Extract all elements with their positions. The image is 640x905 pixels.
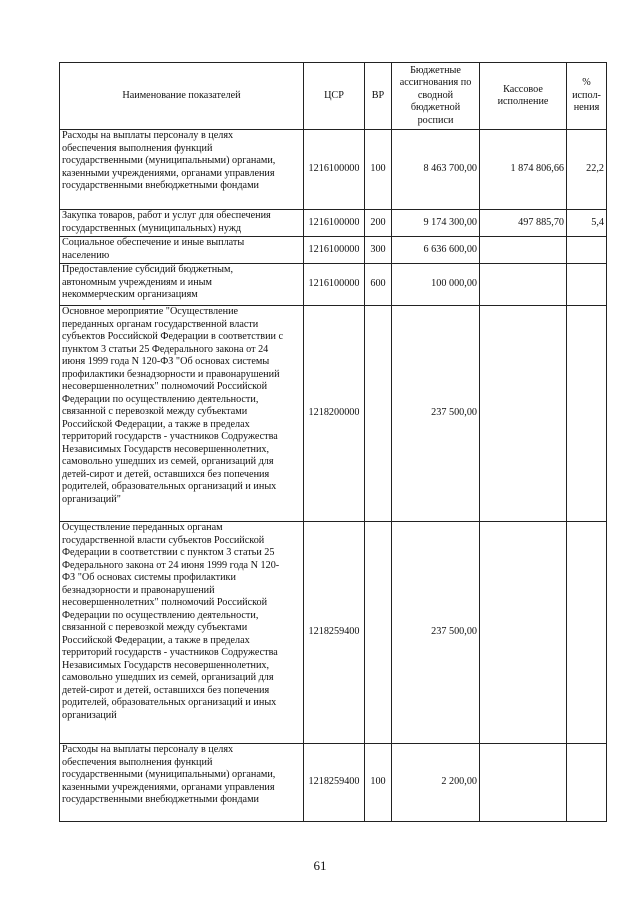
row-percent: 22,2 <box>567 130 607 210</box>
row-cash <box>480 264 567 306</box>
table-row <box>60 306 607 522</box>
row-vr <box>365 522 392 744</box>
header-cash: Кассовое исполнение <box>480 63 567 130</box>
header-budget: Бюджетные ассигнования по сводной бюджетной росписи <box>392 63 480 130</box>
row-cash <box>480 237 567 264</box>
row-budget: 237 500,00 <box>392 306 480 522</box>
table-row <box>60 237 607 264</box>
row-cash <box>480 744 567 822</box>
row-budget: 237 500,00 <box>392 522 480 744</box>
row-csr: 1216100000 <box>304 210 365 237</box>
row-vr: 100 <box>365 130 392 210</box>
header-name: Наименование показателей <box>60 63 304 130</box>
table-row <box>60 130 607 210</box>
row-cash <box>480 522 567 744</box>
row-name: Расходы на выплаты персоналу в целях обеспечения выполнения функций государственными (муниципальными) органами, казенными учреждениями, органами управления государственными внебюджетными фондами <box>60 744 304 822</box>
row-budget: 100 000,00 <box>392 264 480 306</box>
row-budget: 9 174 300,00 <box>392 210 480 237</box>
table-row <box>60 264 607 306</box>
row-cash: 497 885,70 <box>480 210 567 237</box>
row-vr: 200 <box>365 210 392 237</box>
row-vr: 300 <box>365 237 392 264</box>
row-cash <box>480 306 567 522</box>
row-csr: 1216100000 <box>304 130 365 210</box>
row-csr: 1218200000 <box>304 306 365 522</box>
row-csr: 1216100000 <box>304 264 365 306</box>
row-percent <box>567 306 607 522</box>
budget-execution-table <box>59 62 607 822</box>
row-name: Социальное обеспечение и иные выплаты населению <box>60 237 304 264</box>
row-name: Предоставление субсидий бюджетным, автономным учреждениям и иным некоммерческим организациям <box>60 264 304 306</box>
header-csr: ЦСР <box>304 63 365 130</box>
row-budget: 6 636 600,00 <box>392 237 480 264</box>
row-csr: 1216100000 <box>304 237 365 264</box>
row-percent <box>567 264 607 306</box>
row-budget: 2 200,00 <box>392 744 480 822</box>
row-cash: 1 874 806,66 <box>480 130 567 210</box>
header-percent: % испол- нения <box>567 63 607 130</box>
table-row <box>60 522 607 744</box>
row-percent <box>567 237 607 264</box>
row-percent: 5,4 <box>567 210 607 237</box>
row-name: Осуществление переданных органам государственной власти субъектов Российской Федерации в соответствии с пунктом 3 статьи 25 Федерального закона от 24 июня 1999 года N 120- ФЗ "Об основах системы профилактики безнадзорности и правонарушений несовершеннолетних" полномочий Российской Федерации по осуществлению деятельности, связанной с перевозкой между субъектами Российской Федерации, а также в пределах территорий государств - участников Содружества Независимых Государств несовершеннолетних, самовольно ушедших из семей, организаций для детей-сирот и детей, оставшихся без попечения родителей, образовательных организаций и иных организаций <box>60 522 304 744</box>
header-vr: ВР <box>365 63 392 130</box>
table-header-row <box>60 63 607 130</box>
row-csr: 1218259400 <box>304 522 365 744</box>
table-row <box>60 744 607 822</box>
row-budget: 8 463 700,00 <box>392 130 480 210</box>
row-vr: 100 <box>365 744 392 822</box>
row-name: Закупка товаров, работ и услуг для обеспечения государственных (муниципальных) нужд <box>60 210 304 237</box>
row-vr: 600 <box>365 264 392 306</box>
row-csr: 1218259400 <box>304 744 365 822</box>
row-vr <box>365 306 392 522</box>
row-name: Основное мероприятие "Осуществление переданных органам государственной власти субъектов Российской Федерации в соответствии с пунктом 3 статьи 25 Федерального закона от 24 июня 1999 года N 120-ФЗ "Об основах системы профилактики безнадзорности и правонарушений несовершеннолетних" полномочий Российской Федерации по осуществлению деятельности, связанной с перевозкой между субъектами Российской Федерации, а также в пределах территорий государств - участников Содружества Независимых Государств несовершеннолетних, самовольно ушедших из семей, организаций для детей-сирот и детей, оставшихся без попечения родителей, образовательных организаций и иных организаций" <box>60 306 304 522</box>
row-percent <box>567 744 607 822</box>
page-number: 61 <box>313 858 327 873</box>
row-percent <box>567 522 607 744</box>
row-name: Расходы на выплаты персоналу в целях обеспечения выполнения функций государственными (муниципальными) органами, казенными учреждениями, органами управления государственными внебюджетными фондами <box>60 130 304 210</box>
table-row <box>60 210 607 237</box>
